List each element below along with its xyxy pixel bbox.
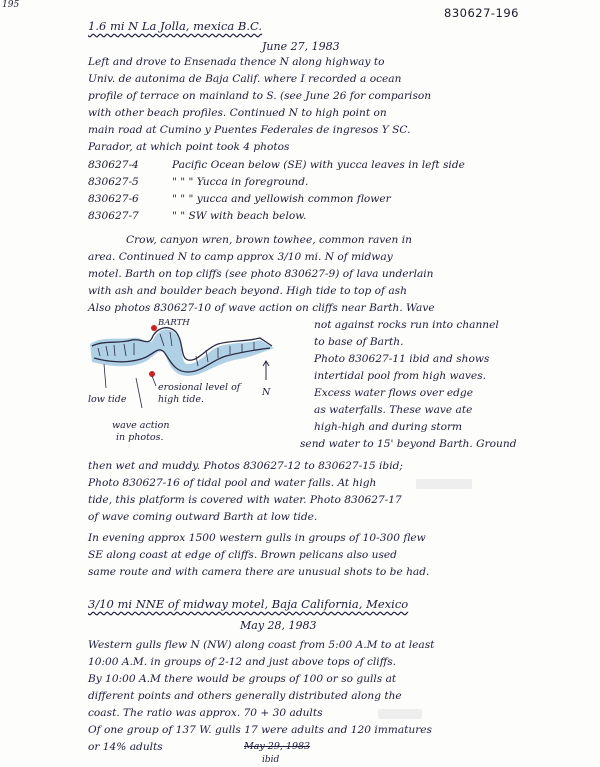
date-correction: May 29, 1983 bbox=[244, 741, 311, 752]
entry1-para3-line: same route and with camera there are unusual shots to be had. bbox=[88, 566, 430, 578]
right-col-line: send water to 15' beyond Barth. Ground bbox=[300, 438, 517, 450]
entry1-para2-line: Also photos 830627-10 of wave action on cliffs near Barth. Wave bbox=[88, 302, 435, 314]
photo-id: 830627-7 bbox=[88, 210, 139, 222]
photo-desc: " " " Yucca in foreground. bbox=[172, 176, 309, 188]
right-col-line: high-high and during storm bbox=[314, 421, 463, 433]
coastline-sketch bbox=[84, 318, 289, 468]
entry2-line: or 14% adults bbox=[88, 741, 163, 753]
right-col-line: Photo 830627-11 ibid and shows bbox=[314, 353, 490, 365]
north-arrow bbox=[263, 361, 269, 380]
entry2-line: Western gulls flew N (NW) along coast from 5:00 A.M to at least bbox=[88, 639, 435, 651]
entry2-date: May 28, 1983 bbox=[240, 619, 317, 632]
entry2-line: By 10:00 A.M there would be groups of 100 or so gulls at bbox=[88, 673, 397, 685]
sketch-label-erosional: high tide. bbox=[158, 394, 204, 405]
ibid-note: ibid bbox=[262, 755, 280, 765]
sketch-label-wave-action: wave action bbox=[112, 420, 170, 431]
entry1-para2-line: motel. Barth on top cliffs (see photo 830627-9) of lava underlain bbox=[88, 268, 434, 280]
entry1-para1-line: main road at Cumino y Puentes Federales de ingresos Y SC. bbox=[88, 124, 411, 136]
field-number: 830627-196 bbox=[444, 6, 519, 20]
water-wash bbox=[90, 329, 274, 376]
redaction bbox=[416, 479, 472, 489]
right-col-line: not against rocks run into channel bbox=[314, 319, 499, 331]
entry1-para2-line: Crow, canyon wren, brown towhee, common raven in bbox=[126, 234, 412, 246]
entry1-para1-line: with other beach profiles. Continued N to high point on bbox=[88, 107, 387, 119]
entry1-para2-line: area. Continued N to camp approx 3/10 mi. N of midway bbox=[88, 251, 393, 263]
entry1-para1-line: profile of terrace on mainland to S. (see June 26 for comparison bbox=[88, 90, 432, 102]
photo-desc: Pacific Ocean below (SE) with yucca leaves in left side bbox=[172, 159, 465, 171]
entry1-para3-line: Photo 830627-16 of tidal pool and water falls. At high bbox=[88, 477, 377, 489]
sketch-label-low-tide: low tide bbox=[88, 394, 127, 405]
entry1-para3-line: tide, this platform is covered with water. Photo 830627-17 bbox=[88, 494, 402, 506]
sketch-label-wave-action: in photos. bbox=[116, 432, 164, 443]
photo-id: 830627-6 bbox=[88, 193, 139, 205]
entry1-para1-line: Univ. de autonima de Baja Calif. where I recorded a ocean bbox=[88, 73, 402, 85]
right-col-line: to base of Barth. bbox=[314, 336, 404, 348]
sketch-label-barth: BARTH bbox=[158, 318, 190, 328]
entry1-para2-line: with ash and boulder beach beyond. High tide to top of ash bbox=[88, 285, 407, 297]
entry1-para3-line: then wet and muddy. Photos 830627-12 to 830627-15 ibid; bbox=[88, 460, 403, 472]
entry1-para1-line: Left and drove to Ensenada thence N along highway to bbox=[88, 56, 385, 68]
sketch-label-erosional: erosional level of bbox=[158, 382, 241, 393]
entry1-para3-line: of wave coming outward Barth at low tide. bbox=[88, 511, 318, 523]
photo-desc: " " " yucca and yellowish common flower bbox=[172, 193, 391, 205]
barth-marker bbox=[151, 325, 157, 331]
entry2-line: 10:00 A.M. in groups of 2-12 and just above tops of cliffs. bbox=[88, 656, 396, 668]
entry2-line: different points and others generally distributed along the bbox=[88, 690, 402, 702]
entry2-line: Of one group of 137 W. gulls 17 were adults and 120 immatures bbox=[88, 724, 432, 736]
photo-id: 830627-4 bbox=[88, 159, 139, 171]
page-number: 195 bbox=[2, 0, 20, 10]
redaction bbox=[378, 709, 422, 719]
entry2-line: coast. The ratio was approx. 70 + 30 adults bbox=[88, 707, 323, 719]
photo-id: 830627-5 bbox=[88, 176, 139, 188]
right-col-line: Excess water flows over edge bbox=[314, 387, 473, 399]
entry1-para3-line: SE along coast at edge of cliffs. Brown pelicans also used bbox=[88, 549, 397, 561]
entry1-heading: 1.6 mi N La Jolla, mexica B.C. bbox=[88, 19, 263, 33]
entry1-para1-line: Parador, at which point took 4 photos bbox=[88, 141, 290, 153]
entry1-para3-line: In evening approx 1500 western gulls in groups of 10-300 flew bbox=[88, 532, 426, 544]
entry1-date: June 27, 1983 bbox=[262, 40, 340, 53]
right-col-line: as waterfalls. These wave ate bbox=[314, 404, 473, 416]
photo-desc: " " SW with beach below. bbox=[172, 210, 307, 222]
right-col-line: intertidal pool from high waves. bbox=[314, 370, 486, 382]
entry2-heading: 3/10 mi NNE of midway motel, Baja California, Mexico bbox=[88, 597, 409, 611]
sketch-label-north: N bbox=[262, 387, 271, 398]
